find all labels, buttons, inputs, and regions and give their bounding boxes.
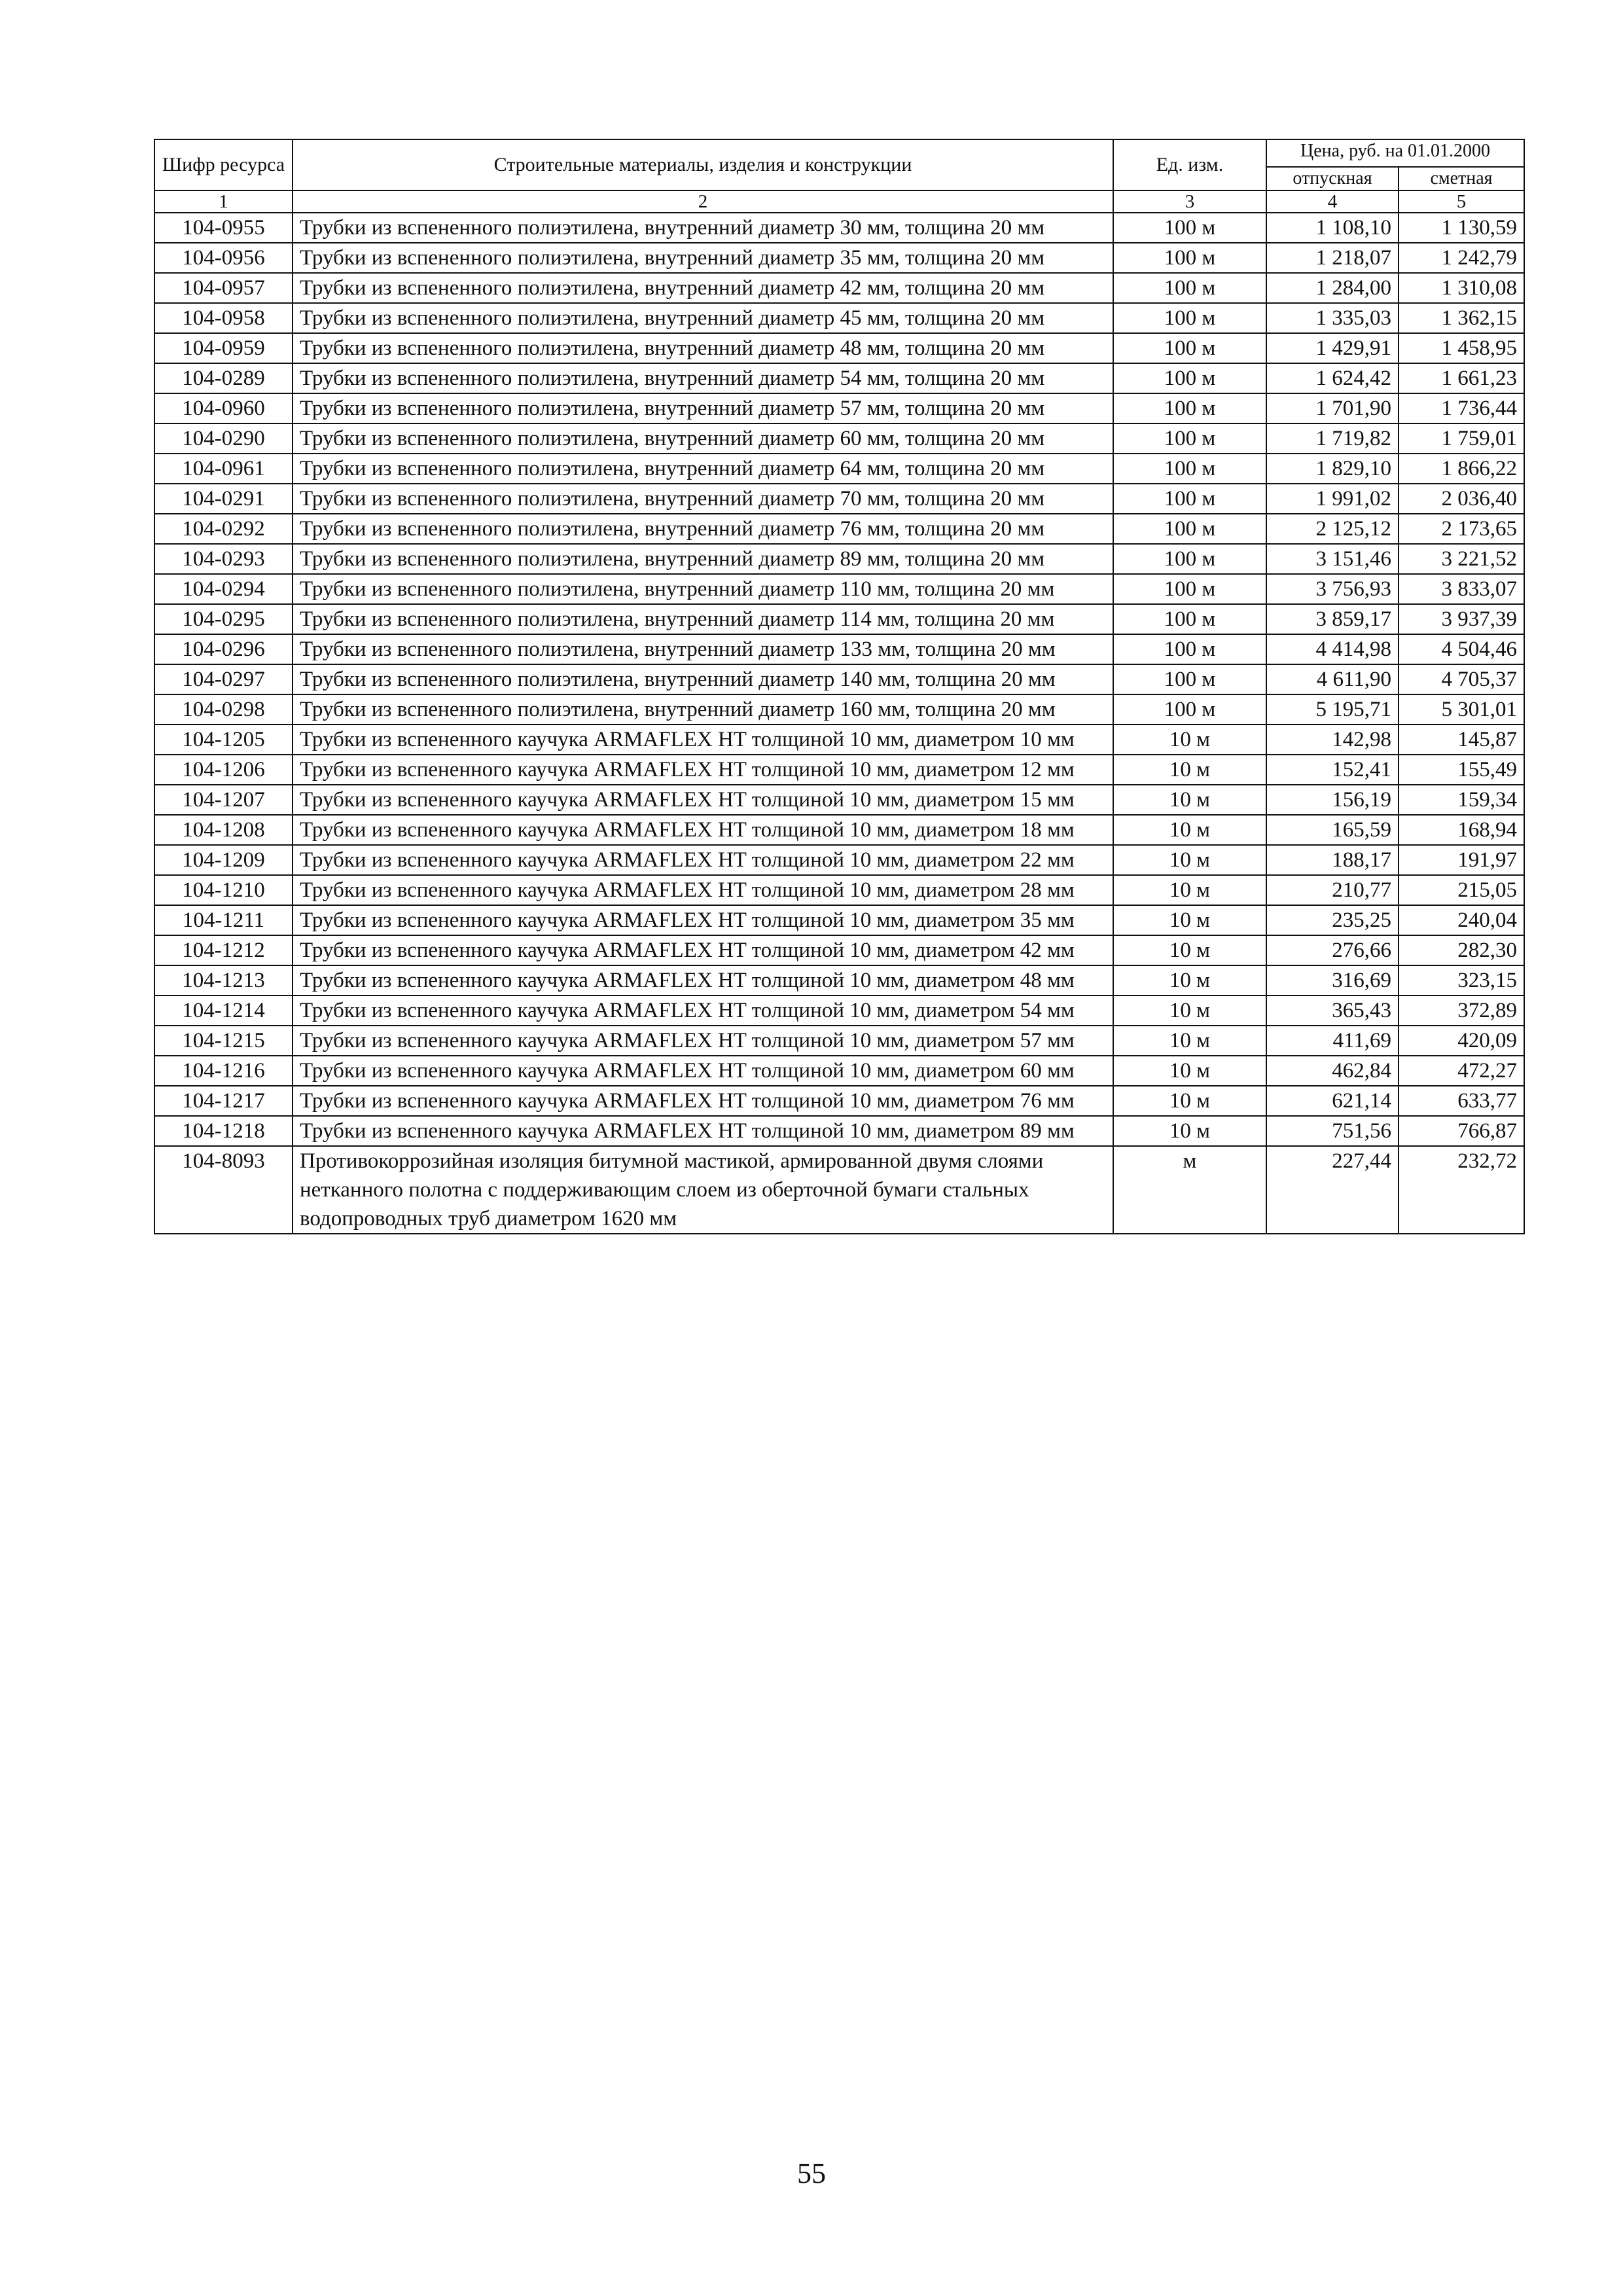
table-row <box>154 1116 1524 1146</box>
cell-release-price: 235,25 <box>1266 905 1399 935</box>
cell-estimate-price: 145,87 <box>1399 725 1524 755</box>
cell-release-price: 210,77 <box>1266 875 1399 905</box>
cell-unit: 10 м <box>1113 845 1266 875</box>
cell-estimate-price: 191,97 <box>1399 845 1524 875</box>
cell-code: 104-0296 <box>154 634 293 664</box>
cell-estimate-price: 4 705,37 <box>1399 664 1524 694</box>
cell-release-price: 1 701,90 <box>1266 393 1399 423</box>
cell-name: Трубки из вспененного полиэтилена, внутренний диаметр 42 мм, толщина 20 мм <box>293 273 1113 303</box>
cell-unit: 10 м <box>1113 755 1266 785</box>
cell-estimate-price: 215,05 <box>1399 875 1524 905</box>
cell-estimate-price: 232,72 <box>1399 1146 1524 1234</box>
table-row <box>154 213 1524 243</box>
cell-name: Трубки из вспененного каучука ARMAFLEX HT толщиной 10 мм, диаметром 18 мм <box>293 815 1113 845</box>
cell-release-price: 5 195,71 <box>1266 694 1399 725</box>
cell-release-price: 152,41 <box>1266 755 1399 785</box>
table-row <box>154 815 1524 845</box>
cell-release-price: 142,98 <box>1266 725 1399 755</box>
cell-estimate-price: 323,15 <box>1399 965 1524 996</box>
cell-estimate-price: 3 833,07 <box>1399 574 1524 604</box>
table-row <box>154 484 1524 514</box>
cell-unit: 10 м <box>1113 1086 1266 1116</box>
cell-name: Трубки из вспененного полиэтилена, внутренний диаметр 35 мм, толщина 20 мм <box>293 243 1113 273</box>
cell-unit: 10 м <box>1113 875 1266 905</box>
table-row <box>154 333 1524 363</box>
cell-code: 104-0958 <box>154 303 293 333</box>
table-row <box>154 604 1524 634</box>
cell-name: Трубки из вспененного полиэтилена, внутренний диаметр 57 мм, толщина 20 мм <box>293 393 1113 423</box>
cell-name: Трубки из вспененного полиэтилена, внутренний диаметр 48 мм, толщина 20 мм <box>293 333 1113 363</box>
table-row <box>154 273 1524 303</box>
table-row <box>154 785 1524 815</box>
cell-unit: 100 м <box>1113 213 1266 243</box>
cell-name: Трубки из вспененного полиэтилена, внутренний диаметр 70 мм, толщина 20 мм <box>293 484 1113 514</box>
header-unit: Ед. изм. <box>1113 139 1266 190</box>
table-row <box>154 845 1524 875</box>
cell-release-price: 3 151,46 <box>1266 544 1399 574</box>
cell-estimate-price: 168,94 <box>1399 815 1524 845</box>
cell-unit: 100 м <box>1113 484 1266 514</box>
table-row <box>154 574 1524 604</box>
cell-unit: 100 м <box>1113 634 1266 664</box>
cell-unit: 10 м <box>1113 996 1266 1026</box>
cell-release-price: 1 991,02 <box>1266 484 1399 514</box>
header-estimate-price: сметная <box>1399 167 1524 190</box>
cell-release-price: 227,44 <box>1266 1146 1399 1234</box>
cell-release-price: 156,19 <box>1266 785 1399 815</box>
cell-release-price: 3 859,17 <box>1266 604 1399 634</box>
cell-release-price: 621,14 <box>1266 1086 1399 1116</box>
table-row <box>154 1086 1524 1116</box>
cell-unit: 10 м <box>1113 905 1266 935</box>
cell-code: 104-0961 <box>154 454 293 484</box>
table-row <box>154 1146 1524 1234</box>
cell-code: 104-0957 <box>154 273 293 303</box>
cell-name: Трубки из вспененного полиэтилена, внутренний диаметр 64 мм, толщина 20 мм <box>293 454 1113 484</box>
cell-code: 104-1215 <box>154 1026 293 1056</box>
cell-unit: 100 м <box>1113 303 1266 333</box>
price-table <box>154 139 1525 1234</box>
cell-code: 104-0960 <box>154 393 293 423</box>
cell-name: Трубки из вспененного каучука ARMAFLEX HT толщиной 10 мм, диаметром 57 мм <box>293 1026 1113 1056</box>
cell-unit: 100 м <box>1113 423 1266 454</box>
cell-name: Трубки из вспененного полиэтилена, внутренний диаметр 160 мм, толщина 20 мм <box>293 694 1113 725</box>
table-row <box>154 544 1524 574</box>
cell-unit: 10 м <box>1113 815 1266 845</box>
cell-estimate-price: 3 221,52 <box>1399 544 1524 574</box>
column-number: 3 <box>1113 190 1266 213</box>
cell-estimate-price: 420,09 <box>1399 1026 1524 1056</box>
cell-name: Трубки из вспененного каучука ARMAFLEX HT толщиной 10 мм, диаметром 35 мм <box>293 905 1113 935</box>
cell-estimate-price: 1 310,08 <box>1399 273 1524 303</box>
cell-unit: 100 м <box>1113 333 1266 363</box>
cell-unit: 100 м <box>1113 243 1266 273</box>
cell-code: 104-1213 <box>154 965 293 996</box>
cell-estimate-price: 4 504,46 <box>1399 634 1524 664</box>
table-row <box>154 664 1524 694</box>
cell-unit: 10 м <box>1113 1026 1266 1056</box>
cell-name: Трубки из вспененного полиэтилена, внутренний диаметр 30 мм, толщина 20 мм <box>293 213 1113 243</box>
cell-estimate-price: 1 362,15 <box>1399 303 1524 333</box>
cell-code: 104-1205 <box>154 725 293 755</box>
cell-unit: 100 м <box>1113 664 1266 694</box>
cell-unit: 10 м <box>1113 935 1266 965</box>
cell-unit: 10 м <box>1113 725 1266 755</box>
header-code: Шифр ресурса <box>154 139 293 190</box>
table-row <box>154 634 1524 664</box>
column-number: 2 <box>293 190 1113 213</box>
cell-name: Трубки из вспененного полиэтилена, внутренний диаметр 133 мм, толщина 20 мм <box>293 634 1113 664</box>
cell-estimate-price: 1 458,95 <box>1399 333 1524 363</box>
cell-unit: 100 м <box>1113 574 1266 604</box>
cell-unit: 100 м <box>1113 544 1266 574</box>
cell-estimate-price: 2 036,40 <box>1399 484 1524 514</box>
cell-name: Трубки из вспененного каучука ARMAFLEX HT толщиной 10 мм, диаметром 15 мм <box>293 785 1113 815</box>
cell-unit: 100 м <box>1113 694 1266 725</box>
column-number: 4 <box>1266 190 1399 213</box>
cell-release-price: 751,56 <box>1266 1116 1399 1146</box>
cell-estimate-price: 372,89 <box>1399 996 1524 1026</box>
cell-name: Трубки из вспененного каучука ARMAFLEX HT толщиной 10 мм, диаметром 60 мм <box>293 1056 1113 1086</box>
cell-name: Трубки из вспененного каучука ARMAFLEX HT толщиной 10 мм, диаметром 76 мм <box>293 1086 1113 1116</box>
cell-code: 104-0293 <box>154 544 293 574</box>
cell-name: Противокоррозийная изоляция битумной мастикой, армированной двумя слоями нетканного полотна с поддерживающим слоем из оберточной бумаги стальных водопроводных труб диаметром 1620 мм <box>293 1146 1113 1234</box>
table-row <box>154 454 1524 484</box>
cell-estimate-price: 3 937,39 <box>1399 604 1524 634</box>
cell-code: 104-1210 <box>154 875 293 905</box>
cell-name: Трубки из вспененного полиэтилена, внутренний диаметр 114 мм, толщина 20 мм <box>293 604 1113 634</box>
cell-name: Трубки из вспененного каучука ARMAFLEX HT толщиной 10 мм, диаметром 28 мм <box>293 875 1113 905</box>
cell-estimate-price: 1 759,01 <box>1399 423 1524 454</box>
cell-name: Трубки из вспененного каучука ARMAFLEX HT толщиной 10 мм, диаметром 48 мм <box>293 965 1113 996</box>
cell-code: 104-0290 <box>154 423 293 454</box>
table-row <box>154 1026 1524 1056</box>
cell-name: Трубки из вспененного полиэтилена, внутренний диаметр 76 мм, толщина 20 мм <box>293 514 1113 544</box>
cell-name: Трубки из вспененного полиэтилена, внутренний диаметр 89 мм, толщина 20 мм <box>293 544 1113 574</box>
table-row <box>154 243 1524 273</box>
cell-estimate-price: 2 173,65 <box>1399 514 1524 544</box>
cell-name: Трубки из вспененного полиэтилена, внутренний диаметр 140 мм, толщина 20 мм <box>293 664 1113 694</box>
cell-name: Трубки из вспененного полиэтилена, внутренний диаметр 54 мм, толщина 20 мм <box>293 363 1113 393</box>
cell-code: 104-0294 <box>154 574 293 604</box>
cell-code: 104-0297 <box>154 664 293 694</box>
cell-release-price: 365,43 <box>1266 996 1399 1026</box>
cell-code: 104-1207 <box>154 785 293 815</box>
cell-code: 104-8093 <box>154 1146 293 1234</box>
cell-unit: 10 м <box>1113 1116 1266 1146</box>
cell-estimate-price: 633,77 <box>1399 1086 1524 1116</box>
cell-release-price: 1 624,42 <box>1266 363 1399 393</box>
cell-release-price: 411,69 <box>1266 1026 1399 1056</box>
table-row <box>154 996 1524 1026</box>
cell-unit: 10 м <box>1113 965 1266 996</box>
cell-name: Трубки из вспененного каучука ARMAFLEX HT толщиной 10 мм, диаметром 12 мм <box>293 755 1113 785</box>
column-number: 1 <box>154 190 293 213</box>
header-name: Строительные материалы, изделия и конструкции <box>293 139 1113 190</box>
cell-code: 104-0292 <box>154 514 293 544</box>
cell-unit: 10 м <box>1113 1056 1266 1086</box>
table-row <box>154 935 1524 965</box>
cell-code: 104-0298 <box>154 694 293 725</box>
cell-name: Трубки из вспененного каучука ARMAFLEX HT толщиной 10 мм, диаметром 42 мм <box>293 935 1113 965</box>
cell-release-price: 165,59 <box>1266 815 1399 845</box>
cell-estimate-price: 282,30 <box>1399 935 1524 965</box>
cell-code: 104-0291 <box>154 484 293 514</box>
cell-unit: 10 м <box>1113 785 1266 815</box>
cell-unit: 100 м <box>1113 604 1266 634</box>
cell-estimate-price: 1 736,44 <box>1399 393 1524 423</box>
cell-estimate-price: 766,87 <box>1399 1116 1524 1146</box>
cell-release-price: 3 756,93 <box>1266 574 1399 604</box>
cell-unit: 100 м <box>1113 273 1266 303</box>
cell-unit: 100 м <box>1113 393 1266 423</box>
cell-name: Трубки из вспененного полиэтилена, внутренний диаметр 45 мм, толщина 20 мм <box>293 303 1113 333</box>
cell-unit: м <box>1113 1146 1266 1234</box>
cell-code: 104-1218 <box>154 1116 293 1146</box>
cell-unit: 100 м <box>1113 514 1266 544</box>
table-row <box>154 905 1524 935</box>
cell-release-price: 1 284,00 <box>1266 273 1399 303</box>
table-row <box>154 1056 1524 1086</box>
table-row <box>154 423 1524 454</box>
table-row <box>154 725 1524 755</box>
cell-code: 104-0955 <box>154 213 293 243</box>
table-row <box>154 875 1524 905</box>
cell-code: 104-1212 <box>154 935 293 965</box>
cell-release-price: 316,69 <box>1266 965 1399 996</box>
cell-release-price: 462,84 <box>1266 1056 1399 1086</box>
cell-estimate-price: 240,04 <box>1399 905 1524 935</box>
header-release-price: отпускная <box>1266 167 1399 190</box>
table-row <box>154 514 1524 544</box>
cell-release-price: 4 611,90 <box>1266 664 1399 694</box>
cell-release-price: 1 218,07 <box>1266 243 1399 273</box>
cell-code: 104-1211 <box>154 905 293 935</box>
cell-release-price: 1 719,82 <box>1266 423 1399 454</box>
cell-name: Трубки из вспененного каучука ARMAFLEX HT толщиной 10 мм, диаметром 54 мм <box>293 996 1113 1026</box>
cell-release-price: 1 429,91 <box>1266 333 1399 363</box>
cell-release-price: 276,66 <box>1266 935 1399 965</box>
cell-code: 104-1216 <box>154 1056 293 1086</box>
cell-code: 104-1209 <box>154 845 293 875</box>
column-number: 5 <box>1399 190 1524 213</box>
cell-estimate-price: 472,27 <box>1399 1056 1524 1086</box>
cell-name: Трубки из вспененного каучука ARMAFLEX HT толщиной 10 мм, диаметром 22 мм <box>293 845 1113 875</box>
table-row <box>154 363 1524 393</box>
table-row <box>154 965 1524 996</box>
cell-estimate-price: 1 866,22 <box>1399 454 1524 484</box>
table-row <box>154 303 1524 333</box>
cell-code: 104-0295 <box>154 604 293 634</box>
cell-release-price: 1 108,10 <box>1266 213 1399 243</box>
cell-code: 104-0956 <box>154 243 293 273</box>
cell-estimate-price: 155,49 <box>1399 755 1524 785</box>
cell-name: Трубки из вспененного каучука ARMAFLEX HT толщиной 10 мм, диаметром 89 мм <box>293 1116 1113 1146</box>
cell-code: 104-1214 <box>154 996 293 1026</box>
cell-release-price: 2 125,12 <box>1266 514 1399 544</box>
table-row <box>154 694 1524 725</box>
header-price: Цена, руб. на 01.01.2000 <box>1266 139 1524 167</box>
cell-release-price: 1 335,03 <box>1266 303 1399 333</box>
cell-name: Трубки из вспененного каучука ARMAFLEX HT толщиной 10 мм, диаметром 10 мм <box>293 725 1113 755</box>
cell-release-price: 188,17 <box>1266 845 1399 875</box>
cell-name: Трубки из вспененного полиэтилена, внутренний диаметр 110 мм, толщина 20 мм <box>293 574 1113 604</box>
cell-estimate-price: 1 661,23 <box>1399 363 1524 393</box>
page-number: 55 <box>797 2157 826 2189</box>
cell-estimate-price: 159,34 <box>1399 785 1524 815</box>
cell-estimate-price: 1 242,79 <box>1399 243 1524 273</box>
cell-estimate-price: 5 301,01 <box>1399 694 1524 725</box>
cell-code: 104-1217 <box>154 1086 293 1116</box>
cell-unit: 100 м <box>1113 363 1266 393</box>
table-row <box>154 393 1524 423</box>
cell-estimate-price: 1 130,59 <box>1399 213 1524 243</box>
cell-release-price: 1 829,10 <box>1266 454 1399 484</box>
cell-code: 104-1206 <box>154 755 293 785</box>
cell-code: 104-0959 <box>154 333 293 363</box>
cell-code: 104-0289 <box>154 363 293 393</box>
cell-unit: 100 м <box>1113 454 1266 484</box>
table-row <box>154 755 1524 785</box>
cell-code: 104-1208 <box>154 815 293 845</box>
cell-name: Трубки из вспененного полиэтилена, внутренний диаметр 60 мм, толщина 20 мм <box>293 423 1113 454</box>
cell-release-price: 4 414,98 <box>1266 634 1399 664</box>
